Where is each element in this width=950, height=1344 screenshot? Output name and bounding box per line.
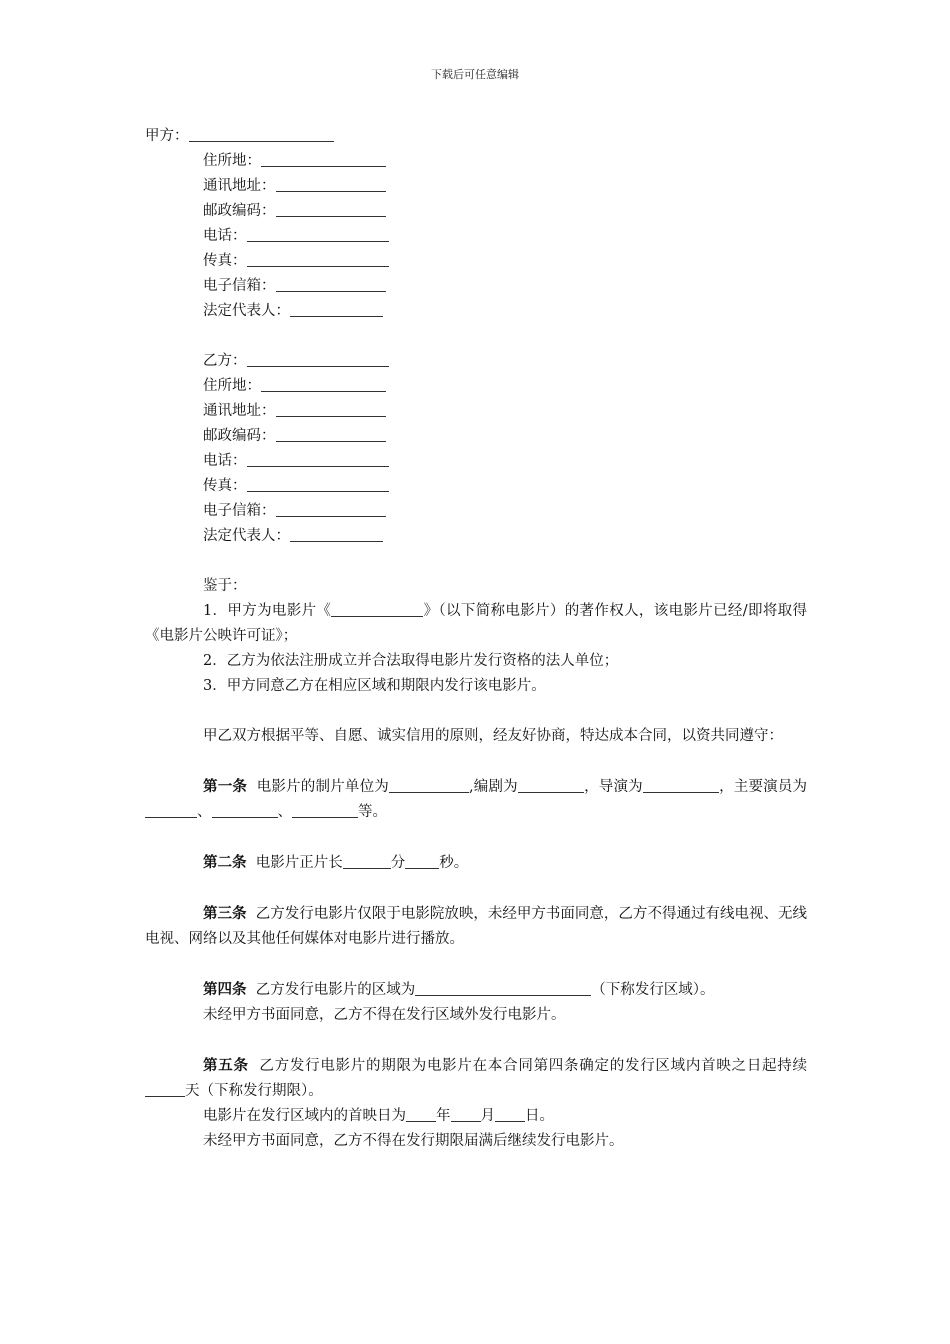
article-5-title: 第五条 [203, 1057, 249, 1074]
article-4: 第四条 乙方发行电影片的区域为 （下称发行区域）。 [203, 981, 715, 998]
party-a-postcode-blank[interactable] [276, 202, 386, 217]
actor-3-blank[interactable] [292, 803, 358, 818]
actor-2-blank[interactable] [212, 803, 278, 818]
article-4-line-2: 未经甲方书面同意，乙方不得在发行区域外发行电影片。 [203, 1007, 566, 1023]
seconds-blank[interactable] [405, 854, 439, 869]
contract-body [145, 124, 807, 1154]
party-a-address-blank[interactable] [261, 152, 386, 167]
month-blank[interactable] [451, 1107, 481, 1122]
party-b-legal-rep-blank[interactable] [290, 527, 383, 542]
article-5-line-3: 未经甲方书面同意，乙方不得在发行期限届满后继续发行电影片。 [203, 1133, 624, 1149]
party-b-address: 住所地： [145, 374, 807, 399]
party-b-email-blank[interactable] [276, 502, 386, 517]
minutes-blank[interactable] [343, 854, 391, 869]
party-a-fax-blank[interactable] [247, 252, 389, 267]
article-5-line-2: 电影片在发行区域内的首映日为 年 月 日。 [203, 1108, 554, 1124]
party-b-legal-rep: 法定代表人： [145, 524, 807, 549]
party-b-blank[interactable] [247, 352, 389, 367]
party-a-blank[interactable] [189, 127, 334, 142]
party-b-mail-address-blank[interactable] [276, 402, 386, 417]
year-blank[interactable] [406, 1107, 436, 1122]
film-title-blank[interactable] [331, 602, 423, 617]
party-a-phone-blank[interactable] [247, 227, 389, 242]
screenwriter-blank[interactable] [518, 778, 584, 793]
party-b-label: 乙方： [203, 353, 247, 369]
producer-blank[interactable] [389, 778, 469, 793]
party-a-line [145, 124, 807, 149]
article-3-title: 第三条 [203, 905, 247, 922]
preamble: 甲乙双方根据平等、自愿、诚实信用的原则，经友好协商，特达成本合同，以资共同遵守： [203, 728, 783, 744]
party-a-legal-rep: 法定代表人： [145, 299, 807, 324]
party-b-address-blank[interactable] [261, 377, 386, 392]
page-header: 下载后可任意编辑 [431, 68, 519, 81]
whereas-item-1: 1．甲方为电影片《 》（以下简称电影片）的著作权人，该电影片已经/即将取得《电影片公映许可证》； [145, 603, 807, 644]
party-b-postcode: 邮政编码： [145, 424, 807, 449]
party-b-mail-address: 通讯地址： [145, 399, 807, 424]
party-a-postcode: 邮政编码： [145, 199, 807, 224]
director-blank[interactable] [643, 778, 719, 793]
whereas-title: 鉴于： [203, 578, 247, 594]
article-5: 第五条 乙方发行电影片的期限为电影片在本合同第四条确定的发行区域内首映之日起持续天（下称发行期限）。 [145, 1053, 807, 1104]
party-a-mail-address-blank[interactable] [276, 177, 386, 192]
actor-1-blank[interactable] [145, 803, 197, 818]
whereas-item-3: 3．甲方同意乙方在相应区域和期限内发行该电影片。 [203, 678, 546, 694]
party-a-mail-address: 通讯地址： [145, 174, 807, 199]
days-blank[interactable] [145, 1082, 185, 1097]
whereas-item-2: 2．乙方为依法注册成立并合法取得电影片发行资格的法人单位； [203, 653, 619, 669]
article-4-title: 第四条 [203, 981, 247, 998]
article-2-title: 第二条 [203, 854, 247, 871]
region-blank[interactable] [415, 981, 591, 996]
article-2: 第二条 电影片正片长 分 秒。 [203, 854, 469, 871]
party-a-legal-rep-blank[interactable] [290, 302, 383, 317]
party-b-phone: 电话： [145, 449, 807, 474]
party-a-label: 甲方： [145, 128, 189, 144]
party-a-email: 电子信箱： [145, 274, 807, 299]
party-b-postcode-blank[interactable] [276, 427, 386, 442]
party-b-fax-blank[interactable] [247, 477, 389, 492]
day-blank[interactable] [495, 1107, 525, 1122]
party-a-email-blank[interactable] [276, 277, 386, 292]
party-b-fax: 传真： [145, 474, 807, 499]
article-3: 第三条 乙方发行电影片仅限于电影院放映，未经甲方书面同意，乙方不得通过有线电视、无线电视、网络以及其他任何媒体对电影片进行播放。 [145, 905, 808, 947]
party-a-address: 住所地： [145, 149, 807, 174]
party-a-phone: 电话： [145, 224, 807, 249]
article-1: 第一条 电影片的制片单位为 ,编剧为 ，导演为 ，主要演员为、 、 等。 [145, 774, 807, 825]
party-a-fax: 传真： [145, 249, 807, 274]
party-b-phone-blank[interactable] [247, 452, 389, 467]
party-b-email: 电子信箱： [145, 499, 807, 524]
article-1-title: 第一条 [203, 778, 248, 795]
party-b-line [145, 349, 807, 374]
